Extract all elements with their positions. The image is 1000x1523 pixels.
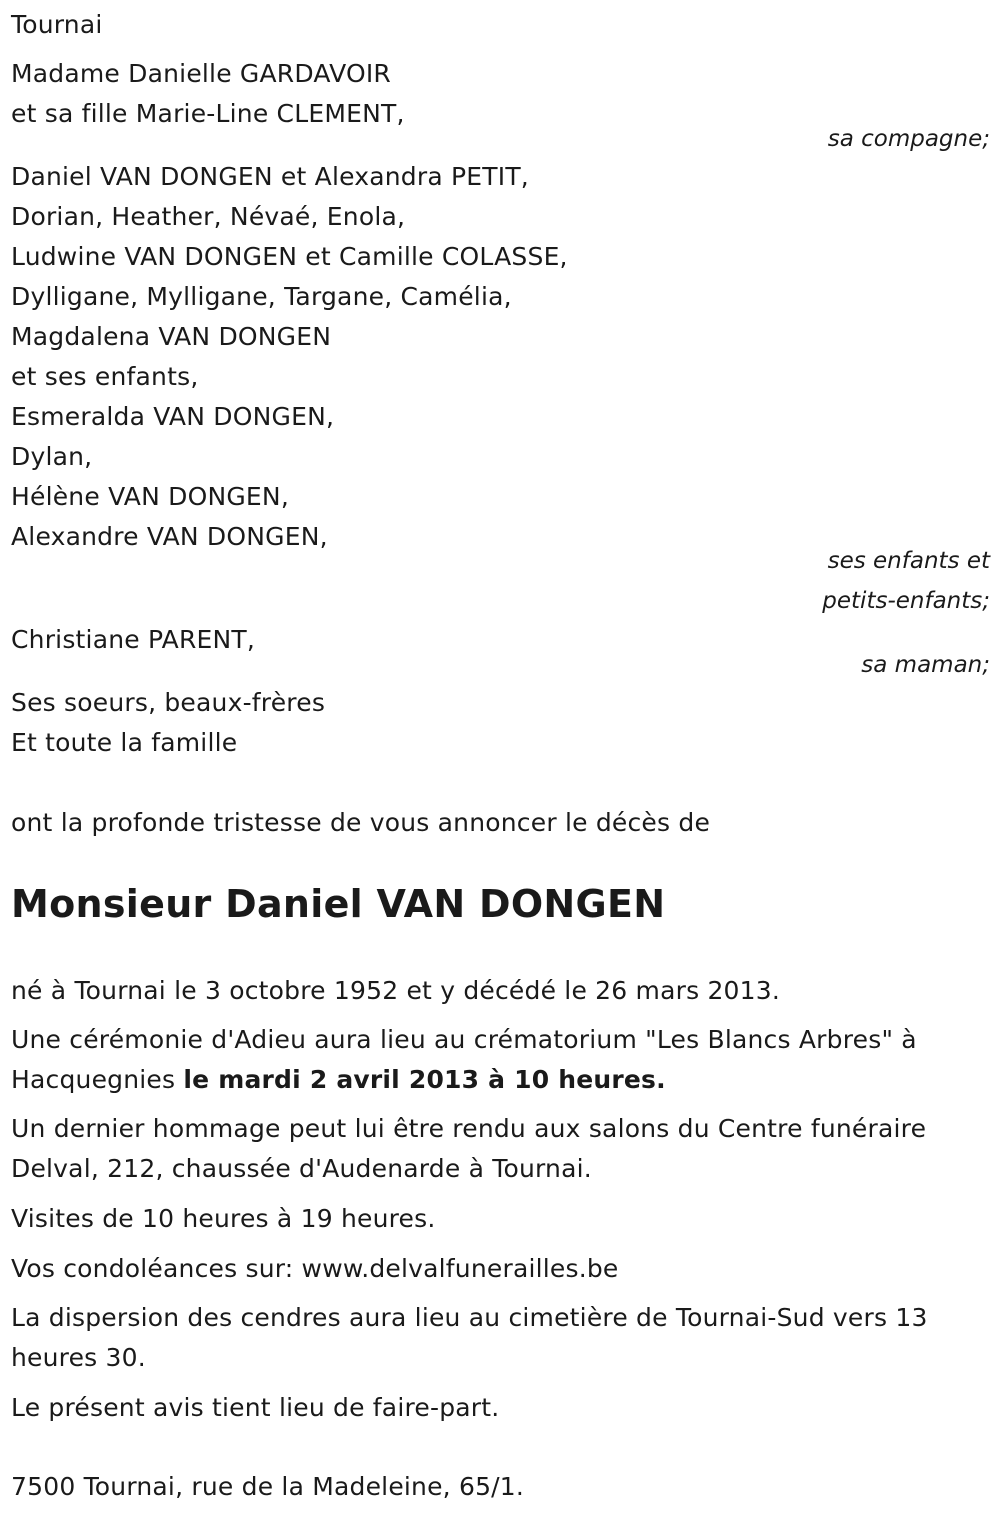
children-line-5: Magdalena VAN DONGEN (11, 322, 332, 351)
dispersion-line-2: heures 30. (11, 1343, 146, 1372)
mother-role: sa maman; (861, 652, 990, 678)
family-line-2: Et toute la famille (11, 728, 238, 757)
tribute-line-2: Delval, 212, chaussée d'Audenarde à Tournai. (11, 1154, 592, 1183)
children-line-10: Alexandre VAN DONGEN, (11, 522, 328, 551)
deceased-name: Monsieur Daniel VAN DONGEN (11, 882, 666, 926)
ceremony-line-2 (11, 1065, 666, 1095)
children-line-2: Dorian, Heather, Névaé, Enola, (11, 202, 406, 231)
children-role-line-2: petits-enfants; (822, 588, 990, 614)
tribute-line-1: Un dernier hommage peut lui être rendu aux salons du Centre funéraire (11, 1114, 927, 1143)
mother-line: Christiane PARENT, (11, 625, 256, 654)
children-line-3: Ludwine VAN DONGEN et Camille COLASSE, (11, 242, 568, 271)
dispersion-line-1: La dispersion des cendres aura lieu au cimetière de Tournai-Sud vers 13 (11, 1303, 928, 1332)
visits-line: Visites de 10 heures à 19 heures. (11, 1204, 436, 1233)
companion-line-1: Madame Danielle GARDAVOIR (11, 59, 391, 88)
family-line-1: Ses soeurs, beaux-frères (11, 688, 326, 717)
announcement-text: ont la profonde tristesse de vous annoncer le décès de (11, 808, 711, 837)
ceremony-line-1: Une cérémonie d'Adieu aura lieu au crématorium "Les Blancs Arbres" à (11, 1025, 917, 1054)
children-line-7: Esmeralda VAN DONGEN, (11, 402, 335, 431)
children-line-6: et ses enfants, (11, 362, 199, 391)
ceremony-place: Hacquegnies (11, 1065, 184, 1094)
children-line-4: Dylligane, Mylligane, Targane, Camélia, (11, 282, 512, 311)
birth-death-line: né à Tournai le 3 octobre 1952 et y décédé le 26 mars 2013. (11, 976, 781, 1005)
location-heading: Tournai (11, 10, 103, 39)
children-role-line-1: ses enfants et (827, 548, 990, 574)
children-line-1: Daniel VAN DONGEN et Alexandra PETIT, (11, 162, 529, 191)
address-line: 7500 Tournai, rue de la Madeleine, 65/1. (11, 1472, 525, 1501)
condolences-line: Vos condoléances sur: www.delvalfunerailles.be (11, 1254, 619, 1283)
notice-line: Le présent avis tient lieu de faire-part. (11, 1393, 500, 1422)
companion-line-2: et sa fille Marie-Line CLEMENT, (11, 99, 405, 128)
companion-role: sa compagne; (827, 126, 990, 152)
ceremony-date: le mardi 2 avril 2013 à 10 heures. (183, 1065, 666, 1094)
children-line-8: Dylan, (11, 442, 93, 471)
children-line-9: Hélène VAN DONGEN, (11, 482, 289, 511)
